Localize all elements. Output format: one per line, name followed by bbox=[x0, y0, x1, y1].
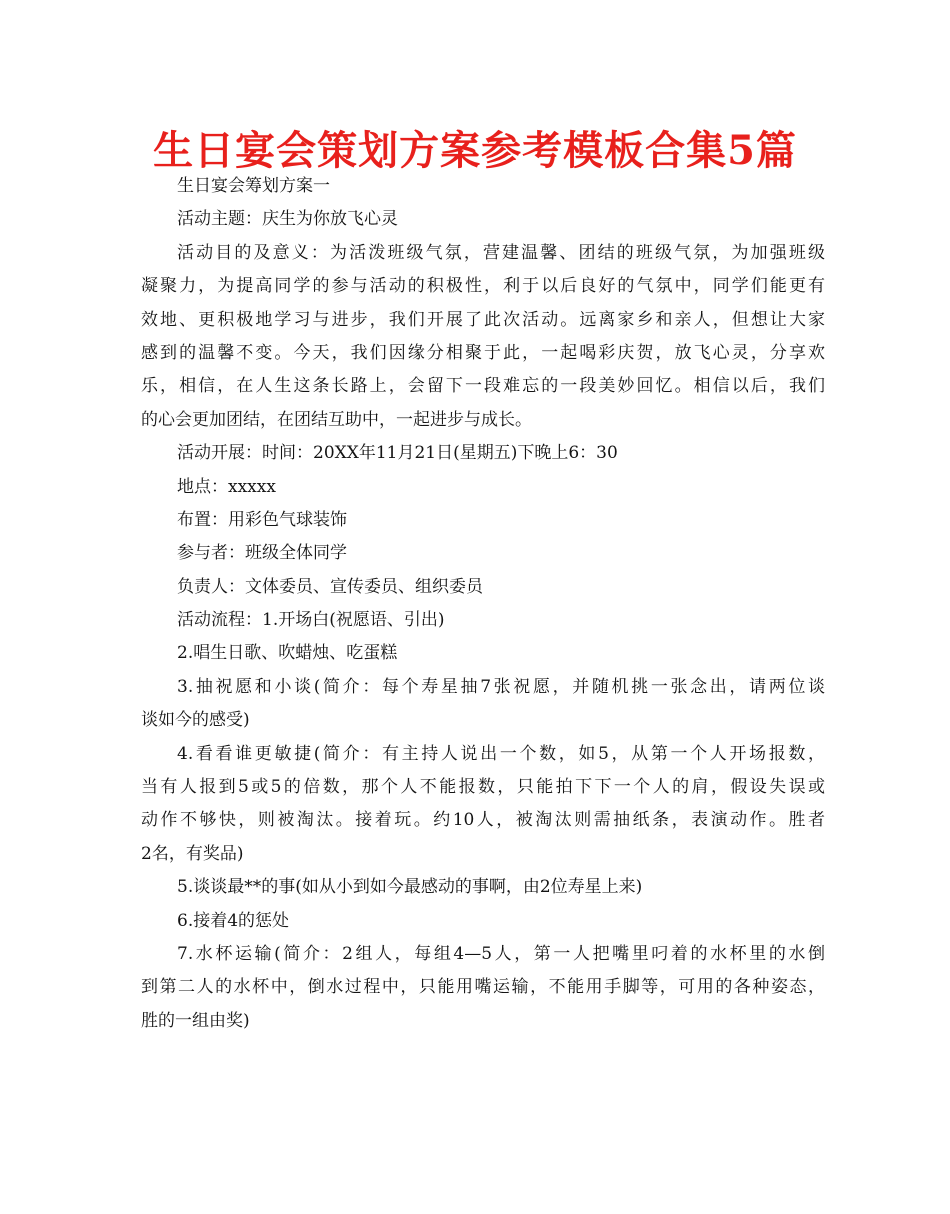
flow-item: 到第二人的水杯中，倒水过程中，只能用嘴运输，不能用手脚等，可用的各种姿态， bbox=[141, 977, 825, 998]
flow-item: 动作不够快，则被淘汰。接着玩。约10人，被淘汰则需抽纸条，表演动作。胜者 bbox=[141, 810, 825, 831]
flow-item: 2名，有奖品) bbox=[141, 843, 244, 864]
flow-item: 5.谈谈最**的事(如从小到如今最感动的事啊，由2位寿星上来) bbox=[177, 877, 643, 898]
activity-decoration: 布置：用彩色气球装饰 bbox=[177, 509, 347, 530]
flow-item: 4.看看谁更敏捷(简介：有主持人说出一个数，如5，从第一个人开场报数， bbox=[177, 743, 825, 764]
flow-item: 6.接着4的惩处 bbox=[177, 910, 290, 931]
flow-item: 胜的一组由奖) bbox=[141, 1010, 250, 1031]
purpose-line: 的心会更加团结，在团结互助中，一起进步与成长。 bbox=[141, 409, 532, 430]
activity-organizers: 负责人：文体委员、宣传委员、组织委员 bbox=[177, 576, 483, 597]
flow-item: 活动流程：1.开场白(祝愿语、引出) bbox=[177, 610, 445, 631]
flow-item: 3.抽祝愿和小谈(简介：每个寿星抽7张祝愿，并随机挑一张念出，请两位谈 bbox=[177, 676, 825, 697]
flow-item: 谈如今的感受) bbox=[141, 710, 250, 731]
purpose-line: 活动目的及意义：为活泼班级气氛，营建温馨、团结的班级气氛，为加强班级 bbox=[177, 242, 825, 263]
flow-item: 7.水杯运输(简介：2组人，每组4—5人，第一人把嘴里叼着的水杯里的水倒 bbox=[177, 943, 825, 964]
activity-time: 活动开展：时间：20XX年11月21日(星期五)下晚上6：30 bbox=[177, 443, 618, 464]
purpose-line: 乐，相信，在人生这条长路上，会留下一段难忘的一段美妙回忆。相信以后，我们 bbox=[141, 376, 825, 397]
activity-theme: 活动主题：庆生为你放飞心灵 bbox=[177, 209, 398, 230]
activity-participants: 参与者：班级全体同学 bbox=[177, 543, 347, 564]
purpose-line: 凝聚力，为提高同学的参与活动的积极性，利于以后良好的气氛中，同学们能更有 bbox=[141, 276, 825, 297]
flow-item: 2.唱生日歌、吹蜡烛、吃蛋糕 bbox=[177, 643, 398, 664]
activity-location: 地点：xxxxx bbox=[177, 476, 276, 497]
section-heading: 生日宴会筹划方案一 bbox=[177, 176, 330, 196]
purpose-line: 感到的温馨不变。今天，我们因缘分相聚于此，一起喝彩庆贺，放飞心灵，分享欢 bbox=[141, 342, 825, 363]
document-body bbox=[141, 170, 825, 1038]
flow-item: 当有人报到5或5的倍数，那个人不能报数，只能拍下下一个人的肩，假设失误或 bbox=[141, 777, 825, 798]
document-title: 生日宴会策划方案参考模板合集5篇 bbox=[153, 127, 797, 174]
purpose-line: 效地、更积极地学习与进步，我们开展了此次活动。远离家乡和亲人，但想让大家 bbox=[141, 309, 825, 330]
